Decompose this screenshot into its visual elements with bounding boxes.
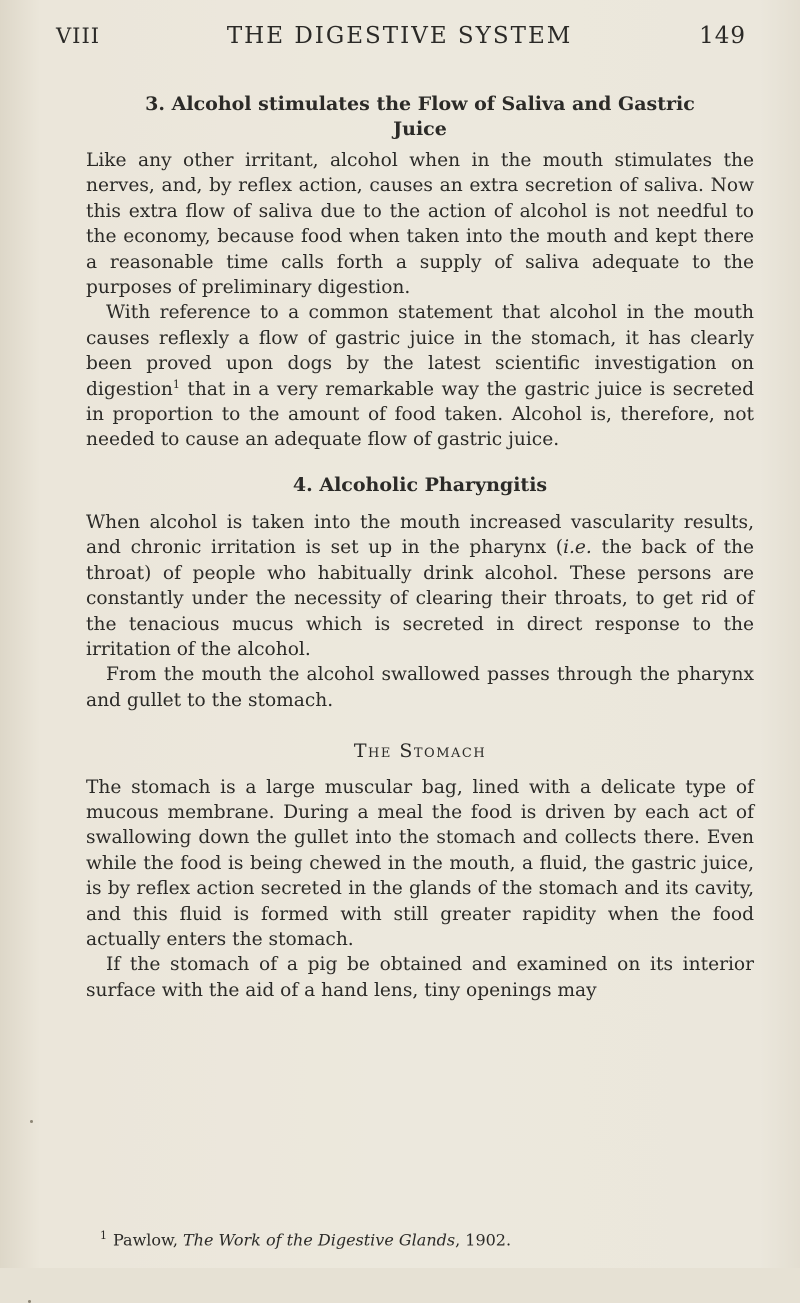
footnote-year: , 1902. — [455, 1230, 512, 1250]
footnote-marker: 1 — [100, 1229, 107, 1242]
page-number: 149 — [699, 23, 746, 49]
section-3-heading — [86, 92, 754, 142]
running-title: THE DIGESTIVE SYSTEM — [226, 23, 573, 49]
footnote-work-title: The Work of the Digestive Glands — [183, 1230, 456, 1250]
section-3-paragraph-2-text-a: With reference to a common statement that alcohol in the mouth causes reflexly a flow of gastric juice in the stomach, it has clearly been proved upon dogs by the latest scientific investigation on digestion — [86, 302, 754, 400]
footnote — [100, 1226, 740, 1250]
running-header — [56, 16, 746, 56]
section-3-paragraph-1: Like any other irritant, alcohol when in the mouth stimulates the nerves, and, by reflex action, causes an extra secretion of saliva. Now this extra flow of saliva due to the action of alcohol is not needful to the economy, because food when taken into the mouth and kept there a reasonable time calls forth a supply of saliva adequate to the purposes of preliminary digestion. — [86, 150, 754, 299]
stomach-heading: The Stomach — [353, 740, 487, 763]
latin-abbreviation: i.e. — [563, 537, 592, 559]
page-body — [86, 92, 754, 1003]
section-3-paragraph-2 — [86, 300, 754, 452]
section-4-paragraph-1: When alcohol is taken into the mouth increased vascularity results, and chronic irritation is set up in the pharynx (i.e. the back of the throat) of people who habitually drink alcohol. These persons are constantly under the necessity of clearing their throats, to get rid of the tenacious mucus which is secreted in direct response to the irritation of the alcohol. — [86, 511, 754, 660]
section-3-paragraph-2-text-b: that in a very remarkable way the gastric juice is secreted in proportion to the amount of food taken. Alcohol is, therefore, not needed to cause an adequate flow of gastric juice. — [86, 378, 754, 451]
stomach-paragraph-2: If the stomach of a pig be obtained and examined on its interior surface with the aid of a hand lens, tiny openings may — [86, 954, 754, 1001]
section-3-heading-line-2: Juice — [393, 118, 447, 140]
chapter-number: VIII — [56, 24, 101, 48]
section-4-heading: 4. Alcoholic Pharyngitis — [292, 473, 548, 496]
footnote-author: Pawlow, — [113, 1230, 183, 1250]
section-4-paragraph-2: From the mouth the alcohol swallowed passes through the pharynx and gullet to the stomach. — [86, 664, 754, 711]
footnote-reference[interactable]: 1 — [172, 377, 180, 391]
stomach-paragraph-1: The stomach is a large muscular bag, lined with a delicate type of mucous membrane. During a meal the food is driven by each act of swallowing down the gullet into the stomach and collects there. Even while the food is being chewed in the mouth, a fluid, the gastric juice, is by reflex action secreted in the glands of the stomach and its cavity, and this fluid is formed with still greater rapidity when the food actually enters the stomach. — [86, 776, 754, 950]
paper-speck — [30, 1120, 33, 1123]
section-3-heading-line-1: 3. Alcohol stimulates the Flow of Saliva and Gastric — [145, 93, 695, 115]
